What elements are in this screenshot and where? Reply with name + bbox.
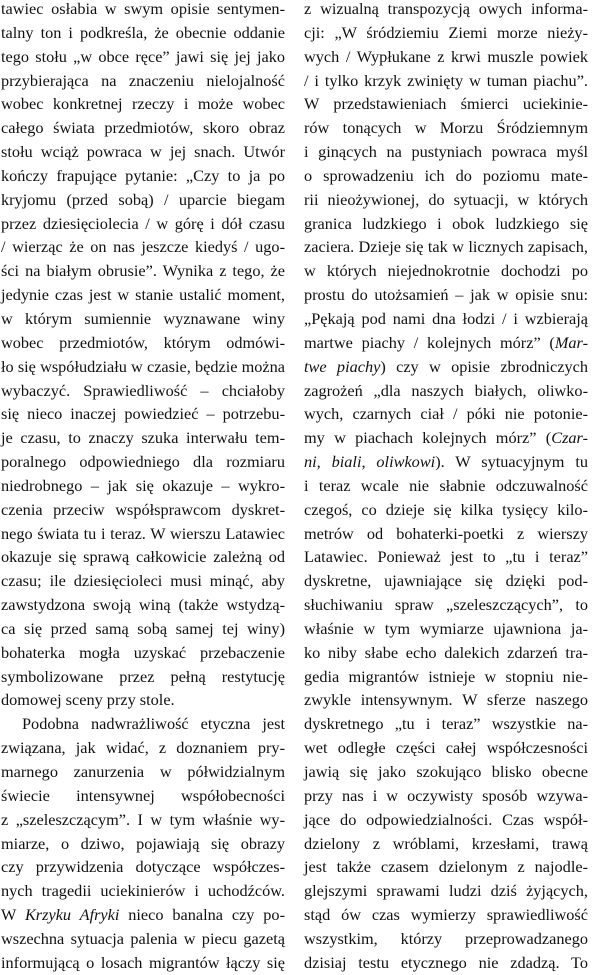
text-line — [304, 665, 588, 689]
text-run: w którym sumiennie wyznawane winy — [1, 308, 285, 328]
text-line — [1, 426, 285, 450]
text-line — [304, 164, 588, 188]
text-run: tawiec osłabia w swym opisie sentymen- — [1, 0, 285, 18]
text-line — [1, 665, 285, 689]
text-line — [1, 21, 285, 45]
text-line — [304, 474, 588, 498]
text-line — [304, 808, 588, 832]
text-line — [1, 45, 285, 69]
text-run: miarze, o dziwo, pojawiają się obrazy — [1, 833, 285, 853]
text-run: prostu do utożsamień – jak w opisie snu: — [304, 285, 588, 305]
text-run: ). W sytuacyjnym tu — [435, 452, 588, 472]
text-line — [1, 545, 285, 569]
text-line — [304, 903, 588, 927]
text-run: nego świata tu i teraz. W wierszu Latawiec — [1, 523, 285, 543]
text-line — [1, 736, 285, 760]
text-line — [1, 593, 285, 617]
text-line — [304, 21, 588, 45]
text-line — [1, 212, 285, 236]
text-run: wet odległe części całej współczesności — [304, 738, 588, 758]
text-line — [304, 45, 588, 69]
text-line — [1, 569, 285, 593]
italic-title-text: Krzyku Afryki — [24, 905, 120, 925]
text-run: właśnie w tym wymiarze ujawniona ja- — [304, 618, 588, 638]
text-run: my w piachach kolejnych mórz” ( — [304, 428, 552, 448]
text-line — [304, 212, 588, 236]
text-run: / i tylko krzyk zwinięty w tuman piachu”. — [304, 70, 588, 90]
text-run: zagrożeń „dla naszych białych, oliwko- — [304, 380, 588, 400]
text-line — [1, 808, 285, 832]
text-run: bohaterka mogła uzyskać przebaczenie — [1, 642, 285, 662]
text-line — [304, 569, 588, 593]
text-run: kryjomu (przed sobą) / uparcie biegam — [1, 189, 285, 209]
text-line — [304, 402, 588, 426]
text-run: rii nieożywionej, do sytuacji, w których — [304, 189, 588, 209]
text-run: wybaczyć. Sprawiedliwość – chciałoby — [1, 380, 285, 400]
text-line — [304, 379, 588, 403]
text-run: i teraz wcale nie słabnie odczuwalność — [304, 475, 588, 495]
text-run: dyskretne, ujawniające się dzięki pod- — [304, 571, 588, 591]
text-run: czegoś, co dzieje się kilka tysięcy kilo- — [304, 499, 588, 519]
text-run: wych, czarnych ciał / póki nie potonie- — [304, 404, 588, 424]
text-run: czasu; ile dziesięcioleci musi minąć, aby — [1, 571, 285, 591]
text-run: rów tonących w Morzu Śródziemnym — [304, 118, 588, 138]
text-line — [304, 927, 588, 951]
text-line — [1, 402, 285, 426]
text-run: ) czy w opisie zbrodniczych — [380, 356, 589, 376]
text-line — [304, 259, 588, 283]
text-run: gedia migrantów istnieje w stopniu nie- — [304, 666, 588, 686]
text-line — [304, 593, 588, 617]
text-run: marnego zanurzenia w półwidzialnym — [1, 762, 285, 781]
text-line — [304, 855, 588, 879]
text-line — [304, 92, 588, 116]
text-run: całego świata przedmiotów, skoro obraz — [1, 118, 285, 138]
text-line — [304, 188, 588, 212]
text-run: stołu wciąż powraca w jej snach. Utwór — [1, 142, 285, 162]
text-run: wobec konkretnej rzeczy i może wobec — [1, 94, 285, 114]
text-run: wszystkim, którzy przeprowadzanego — [304, 928, 588, 948]
text-line — [304, 426, 588, 450]
text-line — [304, 307, 588, 331]
text-run: martwe piachy / kolejnych mórz” ( — [304, 332, 555, 352]
text-run: słuchiwaniu spraw „szeleszczących”, to — [304, 595, 588, 615]
text-run: „Pękają pod nami dna łodzi / i wzbierają — [304, 308, 588, 328]
text-run: świecie intensywnej współobecności — [1, 785, 285, 805]
text-line — [304, 331, 588, 355]
text-line — [1, 522, 285, 546]
text-line — [1, 307, 285, 331]
text-run: jest także czasem dzielonym z najodle- — [304, 857, 588, 877]
text-line — [1, 379, 285, 403]
text-run: ło się współudziału w czasie, będzie można — [1, 356, 285, 376]
text-line — [1, 355, 285, 379]
italic-title-text: ni, biali, oliwkowi — [304, 452, 436, 472]
text-run: glejszymi sprawami ludzi dziś żyjących, — [304, 881, 588, 901]
text-line — [304, 760, 588, 784]
text-line — [304, 283, 588, 307]
text-line — [1, 879, 285, 903]
text-run: Latawiec. Ponieważ jest to „tu i teraz” — [304, 547, 588, 567]
text-line — [1, 832, 285, 856]
text-run: zwykle intensywnym. W sferze naszego — [304, 690, 588, 710]
text-run: talny ton i podkreśla, że obecnie oddanie — [1, 22, 285, 42]
text-line — [1, 140, 285, 164]
text-line — [304, 522, 588, 546]
text-run: z wizualną transpozycją owych informa- — [304, 0, 588, 18]
text-run: ści na białym obrusie”. Wynika z tego, że — [1, 261, 285, 281]
text-line — [1, 116, 285, 140]
text-run: ko niby słabe echo dalekich zdarzeń tra- — [304, 642, 588, 662]
text-run: związana, jak widać, z doznaniem pry- — [1, 738, 285, 758]
text-run: cji: „W śródziemiu Ziemi morze nieży- — [304, 22, 588, 42]
text-line — [304, 784, 588, 808]
text-run: kończy frapujące pytanie: „Czy to ja po — [1, 165, 285, 185]
text-run: czenia przeciw współsprawcom dyskret- — [1, 499, 285, 519]
text-run: dzisiaj testu etycznego nie zdadzą. To — [304, 952, 588, 972]
text-line — [304, 498, 588, 522]
text-line — [1, 235, 285, 259]
text-line — [304, 355, 588, 379]
text-line — [1, 951, 285, 975]
italic-title-text: Mar- — [554, 332, 588, 352]
text-run: się nieco inaczej powiedzieć – potrzebu- — [1, 404, 285, 424]
text-run: W przedstawieniach śmierci uciekinie- — [304, 94, 588, 114]
text-run: przybierająca na znaczeniu nielojalność — [1, 70, 285, 90]
text-run: i ginących na pustyniach powraca myśl — [304, 142, 588, 162]
text-line — [304, 545, 588, 569]
text-line — [304, 69, 588, 93]
text-line — [304, 140, 588, 164]
text-line — [1, 450, 285, 474]
text-run: je czasu, to znaczy szuka interwału tem- — [1, 428, 285, 448]
text-run: z „szeleszczącym”. I w tym właśnie wy- — [1, 809, 285, 829]
text-line — [1, 331, 285, 355]
text-run: czy przywidzenia dotyczące współczes- — [1, 857, 285, 877]
text-run: ca się przed samą sobą samej tej winy) — [1, 618, 285, 638]
text-column-left — [1, 0, 285, 975]
italic-title-text: Czar- — [551, 428, 588, 448]
text-line — [304, 879, 588, 903]
text-run: stąd ów czas wymierzy sprawiedliwość — [304, 905, 588, 925]
text-line — [1, 617, 285, 641]
text-line — [304, 712, 588, 736]
text-run: domowej sceny przy stole. — [1, 690, 175, 710]
text-column-right — [304, 0, 588, 975]
text-line — [1, 0, 285, 21]
text-run: Podobna nadwrażliwość etyczna jest — [22, 714, 285, 734]
text-line — [1, 474, 285, 498]
text-line — [1, 92, 285, 116]
text-line — [1, 760, 285, 784]
text-run: zaciera. Dzieje się tak w licznych zapisach, — [304, 237, 588, 257]
text-line — [1, 283, 285, 307]
text-run: wszechna sytuacja palenia w piecu gazetą — [1, 928, 285, 948]
text-run: nych tragedii uciekinierów i uchodźców. — [1, 881, 285, 901]
text-line — [304, 235, 588, 259]
text-run: / wierząc że on nas jeszcze kiedyś / ugo- — [1, 237, 285, 257]
text-run: zawstydzona swoją winą (także wstydzą- — [1, 595, 285, 615]
text-line — [304, 617, 588, 641]
text-run: przy nas i w oczywisty sposób wzywa- — [304, 785, 588, 805]
text-run: w których niejednokrotnie dochodzi po — [304, 261, 588, 281]
text-line — [1, 641, 285, 665]
text-run: jedynie czas jest w stanie ustalić moment, — [1, 285, 285, 305]
text-run: poralnego odpowiedniego dla rozmiaru — [1, 452, 285, 472]
italic-title-text: twe piachy — [304, 356, 381, 376]
text-line — [1, 498, 285, 522]
text-line — [1, 855, 285, 879]
text-line — [304, 951, 588, 975]
text-line — [304, 450, 588, 474]
text-line — [304, 688, 588, 712]
text-line — [304, 116, 588, 140]
text-run: jawią się jako szokująco blisko obecne — [304, 762, 588, 781]
text-line — [304, 736, 588, 760]
text-line — [1, 784, 285, 808]
text-line — [1, 164, 285, 188]
text-line — [304, 641, 588, 665]
text-run: symbolizowane przez pełną restytucję — [1, 666, 285, 686]
text-run: o sprowadzeniu ich do poziomu mate- — [304, 165, 588, 185]
text-run: dzielony z wróblami, krzesłami, trawą — [304, 833, 588, 853]
text-line — [1, 927, 285, 951]
text-run: okazuje się sprawą całkowicie zależną od — [1, 547, 285, 567]
text-line — [304, 832, 588, 856]
text-run: dyskretnego „tu i teraz” wszystkie na- — [304, 714, 588, 734]
text-line — [1, 688, 285, 712]
text-run: przez dziesięciolecia / w górę i dół czasu — [1, 213, 285, 233]
text-line — [1, 188, 285, 212]
text-run: W — [1, 905, 25, 925]
text-run: nieco banalna czy po- — [119, 905, 285, 925]
text-run: wych / Wypłukane z krwi muszle powiek — [304, 46, 588, 66]
text-line — [1, 259, 285, 283]
text-run: jące do odpowiedzialności. Czas współ- — [304, 809, 588, 829]
text-run: wobec przedmiotów, którym odmówi- — [1, 332, 285, 352]
text-run: metrów od bohaterki-poetki z wierszy — [304, 523, 588, 543]
text-run: niedrobnego – jak się okazuje – wykro- — [1, 475, 285, 495]
text-line — [1, 903, 285, 927]
text-run: granica ludzkiego i obok ludzkiego się — [304, 213, 588, 233]
text-line — [304, 0, 588, 21]
text-run: informującą o losach migrantów łączy się — [1, 952, 285, 972]
text-line — [1, 712, 285, 736]
text-line — [1, 69, 285, 93]
text-run: tego stołu „w obce ręce” jawi się jej jako — [1, 46, 285, 66]
